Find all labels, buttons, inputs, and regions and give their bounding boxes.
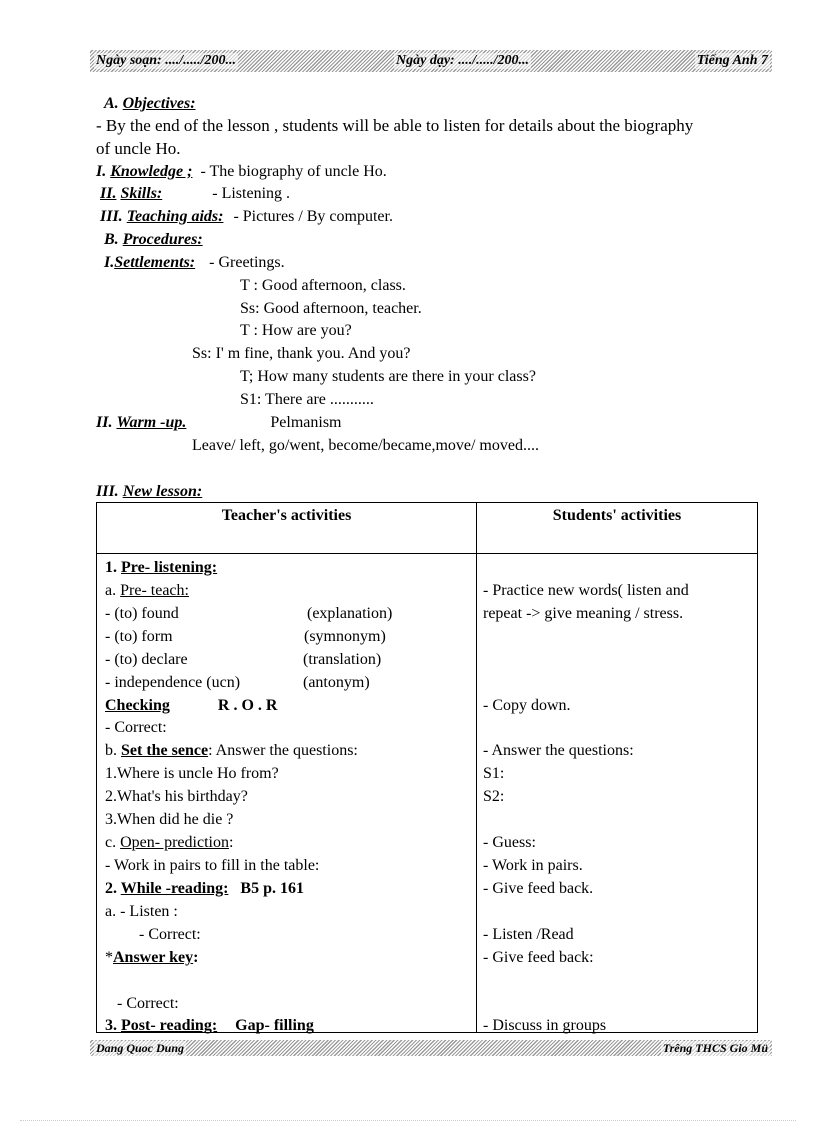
lesson-table bbox=[96, 502, 758, 1033]
vocab-method: (symnonym) bbox=[304, 628, 386, 645]
settlements-line: I.Settlements: - Greetings. bbox=[104, 254, 285, 271]
student-activity: - Answer the questions: bbox=[483, 742, 634, 759]
checking-line: Checking R . O . R bbox=[105, 697, 278, 714]
student-activity: - Guess: bbox=[483, 834, 536, 851]
post-reading-heading: 3. Post- reading: Gap- filling bbox=[105, 1017, 314, 1034]
pre-listening-heading: 1. Pre- listening: bbox=[105, 559, 218, 576]
correct-line: - Correct: bbox=[139, 926, 201, 943]
warmup-words: Leave/ left, go/went, become/became,move/ moved.... bbox=[192, 437, 539, 454]
page-divider bbox=[20, 1120, 796, 1121]
student-activity: repeat -> give meaning / stress. bbox=[483, 605, 684, 622]
student-activity: - Work in pairs. bbox=[483, 857, 583, 874]
vocab-method: (translation) bbox=[303, 651, 382, 668]
footer-school: Trêng THCS Gio Mü bbox=[662, 1041, 768, 1055]
pairs-line: - Work in pairs to fill in the table: bbox=[105, 857, 320, 874]
student-activity: - Give feed back: bbox=[483, 949, 594, 966]
correct-line: - Correct: bbox=[117, 995, 179, 1012]
dialogue-line: T; How many students are there in your class? bbox=[240, 368, 536, 385]
dialogue-line: T : Good afternoon, class. bbox=[240, 277, 406, 294]
footer-author: Dang Quoc Dung bbox=[96, 1041, 185, 1055]
dialogue-line: Ss: Good afternoon, teacher. bbox=[240, 300, 422, 317]
vocab-method: (explanation) bbox=[307, 605, 393, 622]
objectives-heading: A. Objectives: bbox=[104, 95, 196, 112]
teacher-activities-cell bbox=[97, 554, 477, 1033]
open-prediction-line: c. Open- prediction: bbox=[105, 834, 234, 851]
correct-line: - Correct: bbox=[105, 719, 167, 736]
student-activity: - Listen /Read bbox=[483, 926, 574, 943]
student-activity: - Copy down. bbox=[483, 697, 571, 714]
student-activity: S1: bbox=[483, 765, 505, 782]
question-2: 2.What's his birthday? bbox=[105, 788, 248, 805]
prep-date: Ngày soạn: ..../...../200... bbox=[96, 53, 236, 68]
subject: Tiếng Anh 7 bbox=[696, 53, 768, 68]
warmup-line: II. Warm -up. Pelmanism bbox=[96, 414, 342, 431]
objectives-line1: - By the end of the lesson , students will be able to listen for details about the biography bbox=[96, 116, 694, 135]
page-header bbox=[90, 50, 772, 72]
skills-line: II. Skills: - Listening . bbox=[100, 185, 291, 202]
student-activity: - Discuss in groups bbox=[483, 1017, 607, 1034]
while-reading-heading: 2. While -reading: B5 p. 161 bbox=[105, 880, 304, 897]
page-footer bbox=[90, 1040, 772, 1056]
answer-key-line: *Answer key: bbox=[105, 949, 199, 966]
teaching-aids-line: III. Teaching aids: - Pictures / By computer. bbox=[100, 208, 393, 225]
student-activity: S2: bbox=[483, 788, 505, 805]
question-3: 3.When did he die ? bbox=[105, 811, 234, 828]
vocab-word: - (to) form bbox=[105, 628, 173, 645]
student-activity: - Practice new words( listen and bbox=[483, 582, 689, 599]
teacher-activities-header: Teacher's activities bbox=[97, 503, 477, 554]
student-activity: - Give feed back. bbox=[483, 880, 594, 897]
new-lesson-heading: III. New lesson: bbox=[96, 483, 203, 500]
dialogue-line: T : How are you? bbox=[240, 322, 352, 339]
question-1: 1.Where is uncle Ho from? bbox=[105, 765, 279, 782]
knowledge-line: I. Knowledge ; - The biography of uncle Ho. bbox=[96, 163, 387, 180]
procedures-heading: B. Procedures: bbox=[104, 231, 203, 248]
vocab-word: - (to) found bbox=[105, 605, 179, 622]
students-activities-cell bbox=[477, 554, 758, 1033]
dialogue-line: S1: There are ........... bbox=[240, 391, 374, 408]
teach-date: Ngày dạy: ..../...../200... bbox=[396, 53, 529, 68]
students-activities-header: Students' activities bbox=[477, 503, 758, 554]
set-the-scene-line: b. Set the sence: Answer the questions: bbox=[105, 742, 358, 759]
vocab-method: (antonym) bbox=[303, 674, 370, 691]
vocab-word: - (to) declare bbox=[105, 651, 188, 668]
listen-line: a. - Listen : bbox=[105, 903, 178, 920]
vocab-word: - independence (ucn) bbox=[105, 674, 241, 691]
pre-teach-line: a. Pre- teach: bbox=[105, 582, 189, 599]
objectives-line2: of uncle Ho. bbox=[96, 139, 181, 158]
dialogue-line: Ss: I' m fine, thank you. And you? bbox=[192, 345, 411, 362]
